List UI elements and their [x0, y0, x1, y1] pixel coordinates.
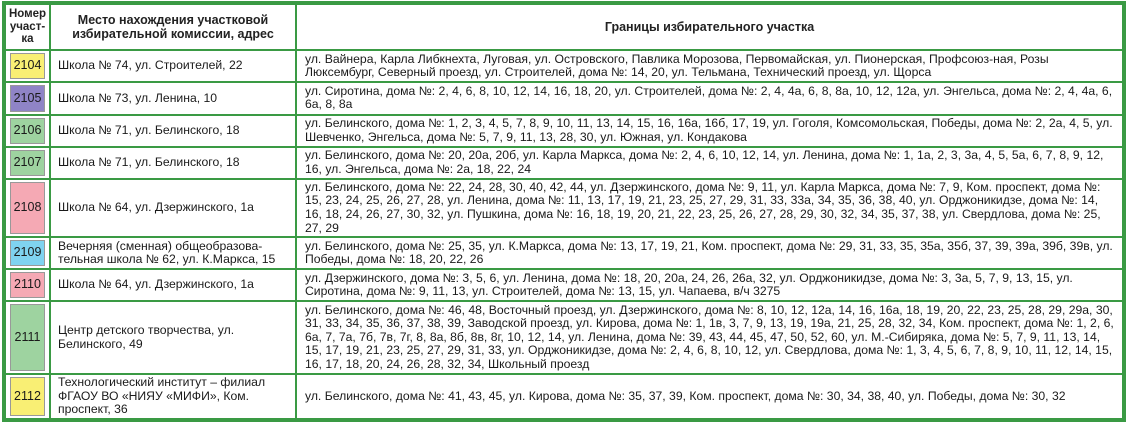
station-number-badge: 2104 — [10, 53, 45, 79]
commission-location: Школа № 71, ул. Белинского, 18 — [50, 147, 296, 179]
station-number-cell — [5, 115, 50, 147]
table-row — [5, 301, 1123, 373]
commission-location: Школа № 71, ул. Белинского, 18 — [50, 115, 296, 147]
station-boundaries: ул. Белинского, дома №: 41, 43, 45, ул. Кирова, дома №: 35, 37, 39, Ком. проспект, дома №: 30, 34, 38, 40, ул. Победы, дома №: 30, 32 — [296, 374, 1123, 419]
station-boundaries: ул. Дзержинского, дома №: 3, 5, 6, ул. Ленина, дома №: 18, 20, 20а, 24, 26, 26а, 32, ул. Орджоникидзе, дома №: 3, 3а, 5, 7, 9, 13, 15, ул. Сиротина, дома №: 9, 11, 13, ул. Строителей, дома №: 13, 15, ул. Чапаева, в/ч 3275 — [296, 269, 1123, 301]
station-number-cell — [5, 237, 50, 269]
station-number-cell — [5, 82, 50, 114]
table-header-row — [5, 4, 1123, 50]
commission-location: Вечерняя (сменная) общеобразова-тельная школа № 62, ул. К.Маркса, 15 — [50, 237, 296, 269]
header-commission-location: Место нахождения участковой избирательной комиссии, адрес — [50, 4, 296, 50]
table-row — [5, 115, 1123, 147]
table-row — [5, 50, 1123, 82]
table-row — [5, 82, 1123, 114]
polling-stations-table — [4, 3, 1124, 420]
header-station-number: Номер участ-ка — [5, 4, 50, 50]
commission-location: Технологический институт – филиал ФГАОУ ВО «НИЯУ «МИФИ», Ком. проспект, 36 — [50, 374, 296, 419]
station-number-cell — [5, 269, 50, 301]
header-boundaries: Границы избирательного участка — [296, 4, 1123, 50]
station-number-badge: 2106 — [10, 118, 45, 144]
station-boundaries: ул. Белинского, дома №: 46, 48, Восточный проезд, ул. Дзержинского, дома №: 8, 10, 12, 12а, 14, 16, 16а, 18, 19, 20, 22, 23, 25, 28, 29, 29а, 30, 31, 33, 34, 35, 36, 37, 38, 39, Заводской проезд, ул. Кирова, дома №: 1, 1в, 3, 7, 9, 13, 19, 19а, 21, 25, 28, 32, 34, Ком. проспект, дома №: 1, 2, 6, 6а, 7, 7а, 7б, 7в, 7г, 8, 8а, 8б, 8в, 8г, 10, 12, 14, ул. Ленина, дома №: 39, 43, 44, 45, 47, 50, 52, 60, ул. М.-Сибиряка, дома №: 5, 7, 9, 11, 13, 14, 15, 17, 19, 21, 23, 25, 27, 29, 31, 33, ул. Орджоникидзе, дома №: 2, 4, 6, 8, 10, 12, ул. Свердлова, дома №: 1, 3, 4, 5, 6, 7, 8, 9, 10, 11, 12, 14, 15, 16, 17, 18, 20, 24, 26, 28, 32, 34, Школьный проезд — [296, 301, 1123, 373]
station-number-cell — [5, 374, 50, 419]
commission-location: Центр детского творчества, ул. Белинского, 49 — [50, 301, 296, 373]
table-row — [5, 147, 1123, 179]
station-boundaries: ул. Белинского, дома №: 1, 2, 3, 4, 5, 7, 8, 9, 10, 11, 13, 14, 15, 16, 16а, 16б, 17, 19, ул. Гоголя, Комсомольская, Победы, дома №: 2, 2а, 4, 5, ул. Шевченко, Энгельса, дома №: 5, 7, 9, 11, 13, 28, 30, ул. Южная, ул. Кондакова — [296, 115, 1123, 147]
commission-location: Школа № 64, ул. Дзержинского, 1а — [50, 179, 296, 237]
station-boundaries: ул. Вайнера, Карла Либкнехта, Луговая, ул. Островского, Павлика Морозова, Первомайская, ул. Пионерская, Профсоюз-ная, Розы Люксембург, Северный проезд, ул. Строителей, дома №: 14, 20, ул. Тельмана, Технический проезд, ул. Щорса — [296, 50, 1123, 82]
station-number-badge: 2105 — [10, 85, 45, 111]
station-number-badge: 2110 — [10, 272, 45, 298]
station-number-cell — [5, 50, 50, 82]
commission-location: Школа № 73, ул. Ленина, 10 — [50, 82, 296, 114]
commission-location: Школа № 74, ул. Строителей, 22 — [50, 50, 296, 82]
commission-location: Школа № 64, ул. Дзержинского, 1а — [50, 269, 296, 301]
station-number-cell — [5, 179, 50, 237]
table-row — [5, 179, 1123, 237]
table-row — [5, 237, 1123, 269]
table-row — [5, 269, 1123, 301]
polling-stations-table-frame — [2, 1, 1126, 422]
station-number-cell — [5, 147, 50, 179]
station-boundaries: ул. Сиротина, дома №: 2, 4, 6, 8, 10, 12, 14, 16, 18, 20, ул. Строителей, дома №: 2, 4, 4а, 6, 8, 8а, 10, 12, 12а, ул. Энгельса, дома №: 2, 4, 4а, 6, 6а, 8, 8а — [296, 82, 1123, 114]
station-boundaries: ул. Белинского, дома №: 22, 24, 28, 30, 40, 42, 44, ул. Дзержинского, дома №: 9, 11, ул. Карла Маркса, дома №: 7, 9, Ком. проспект, дома №: 15, 23, 24, 25, 26, 27, 28, ул. Ленина, дома №: 11, 13, 17, 19, 21, 23, 25, 27, 29, 31, 33, 33а, 34, 35, 36, 38, 40, ул. Орджоникидзе, дома №: 14, 16, 18, 24, 26, 27, 30, 32, ул. Пушкина, дома №: 16, 18, 19, 20, 21, 22, 23, 25, 26, 27, 28, 29, 30, 32, 34, 35, 37, 38, ул. Свердлова, дома №: 25, 27, 29 — [296, 179, 1123, 237]
station-boundaries: ул. Белинского, дома №: 25, 35, ул. К.Маркса, дома №: 13, 17, 19, 21, Ком. проспект, дома №: 29, 31, 33, 35, 35а, 35б, 37, 39, 39а, 39б, 39в, ул. Победы, дома №: 18, 20, 22, 26 — [296, 237, 1123, 269]
station-number-badge: 2107 — [10, 150, 45, 176]
station-number-badge: 2108 — [10, 182, 45, 234]
table-row — [5, 374, 1123, 419]
station-number-cell — [5, 301, 50, 373]
station-number-badge: 2109 — [10, 240, 45, 266]
station-number-badge: 2111 — [10, 304, 45, 370]
station-boundaries: ул. Белинского, дома №: 20, 20а, 20б, ул. Карла Маркса, дома №: 2, 4, 6, 10, 12, 14, ул. Ленина, дома №: 1, 1а, 2, 3, 3а, 4, 5, 5а, 6, 7, 8, 9, 12, 16, ул. Энгельса, дома №: 2а, 18, 22, 24 — [296, 147, 1123, 179]
station-number-badge: 2112 — [10, 377, 45, 416]
